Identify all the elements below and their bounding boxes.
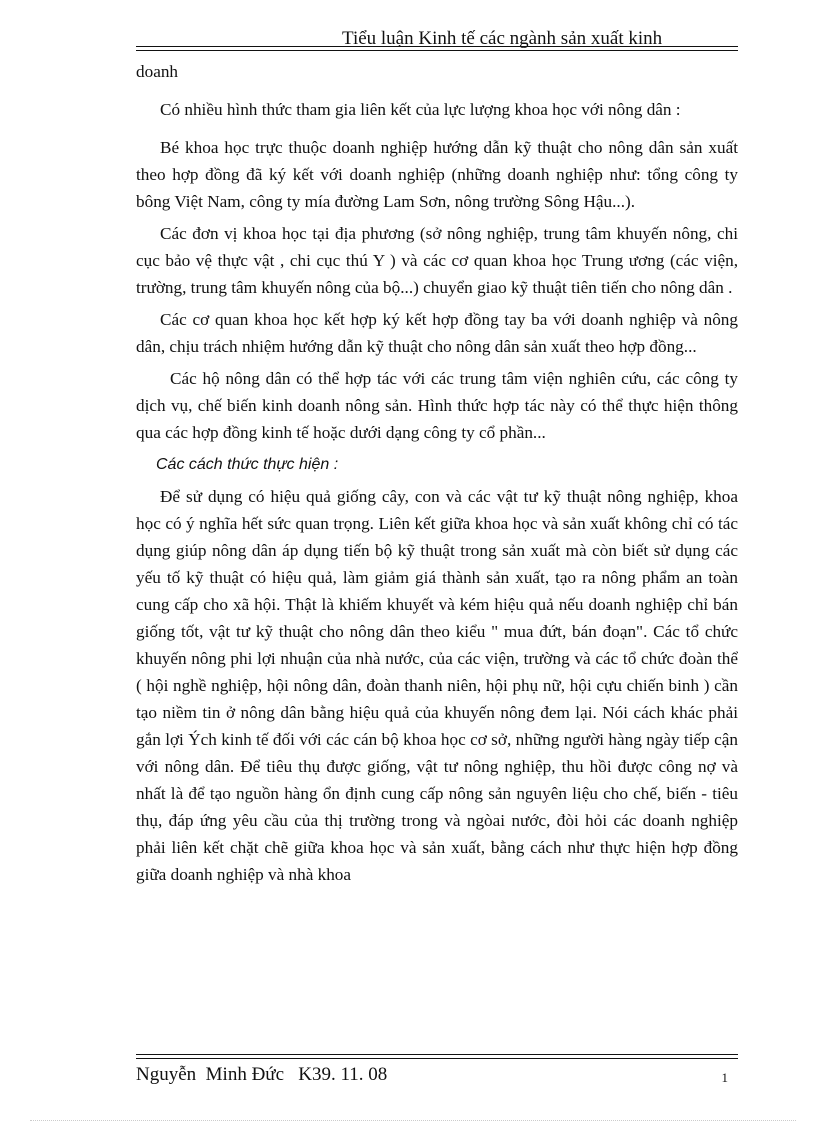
footer-rule-thin bbox=[136, 1058, 738, 1059]
page-number: 1 bbox=[721, 1070, 728, 1085]
continued-text: doanh bbox=[136, 62, 179, 81]
header-rule-thin bbox=[136, 50, 738, 51]
paragraph-form-4: Các hộ nông dân có thể hợp tác với các trung tâm viện nghiên cứu, các công ty dịch vụ, chế biến kinh doanh nông sản. Hình thức hợp tác này có thể thực hiện thông qua các hợp đồng kinh tế hoặc dưới dạng công ty cổ phần... bbox=[136, 369, 738, 442]
header-rule-thick bbox=[136, 46, 738, 47]
header-title: Tiểu luận Kinh tế các ngành sản xuất kinh bbox=[342, 28, 663, 49]
paragraph-form-1: Bé khoa học trực thuộc doanh nghiệp hướng dẫn kỹ thuật cho nông dân sản xuất theo hợp đồng đã ký kết với doanh nghiệp (những doanh nghiệp như: tổng công ty bông Việt Nam, công ty mía đường Lam Sơn, nông trường Sông Hậu...). bbox=[136, 138, 738, 211]
paragraph-intro: Có nhiều hình thức tham gia liên kết của lực lượng khoa học với nông dân : bbox=[160, 100, 681, 119]
paragraph-implementation: Để sử dụng có hiệu quả giống cây, con và các vật tư kỹ thuật nông nghiệp, khoa học có ý nghĩa hết sức quan trọng. Liên kết giữa khoa học và sản xuất không chỉ có tác dụng giúp nông dân áp dụng tiến bộ kỹ thuật trong sản xuất mà còn biết sử dụng các yếu tố kỹ thuật có hiệu quả, làm giảm giá thành sản xuất, tạo ra nông phẩm an toàn cung cấp cho xã hội. Thật là khiếm khuyết và kém hiệu quả nếu doanh nghiệp chỉ bán giống tốt, vật tư kỹ thuật cho nông dân theo kiểu " mua đứt, bán đoạn". Các tổ chức khuyến nông phi lợi nhuận của nhà nước, của các viện, trường và các tổ chức đoàn thể ( hội nghề nghiệp, hội nông dân, đoàn thanh niên, hội phụ nữ, hội cựu chiến binh ) cần tạo niềm tin ở nông dân bằng hiệu quả của khuyến nông đem lại. Nói cách khác phải gắn lợi Ých kinh tế đối với các cán bộ khoa học cơ sở, những người hàng ngày tiếp cận với nông dân. Để tiêu thụ được giống, vật tư nông nghiệp, thu hồi được công nợ và nhất là để tạo nguồn hàng ổn định cung cấp nông sản nguyên liệu cho chế, biến - tiêu thụ, đáp ứng yêu cầu của thị trường trong và ngòai nước, đòi hỏi các doanh nghiệp phải liên kết chặt chẽ giữa khoa học và sản xuất, bằng cách như thực hiện hợp đồng giữa doanh nghiệp và nhà khoa bbox=[136, 487, 738, 884]
footer-rule-thick bbox=[136, 1054, 738, 1055]
footer-author: Nguyễn Minh Đức K39. 11. 08 bbox=[136, 1064, 388, 1085]
section-subheading: Các cách thức thực hiện : bbox=[156, 456, 339, 473]
page-bottom-dotted-rule bbox=[30, 1120, 796, 1121]
paragraph-form-3: Các cơ quan khoa học kết hợp ký kết hợp đồng tay ba với doanh nghiệp và nông dân, chịu trách nhiệm hướng dẫn kỹ thuật cho nông dân sản xuất theo hợp đồng... bbox=[136, 310, 738, 356]
paragraph-form-2: Các đơn vị khoa học tại địa phương (sở nông nghiệp, trung tâm khuyến nông, chi cục bảo vệ thực vật , chi cục thú Y ) và các cơ quan khoa học Trung ương (các viện, trường, trung tâm khuyến nông của bộ...) chuyển giao kỹ thuật tiên tiến cho nông dân . bbox=[136, 224, 738, 297]
document-body bbox=[136, 58, 738, 888]
